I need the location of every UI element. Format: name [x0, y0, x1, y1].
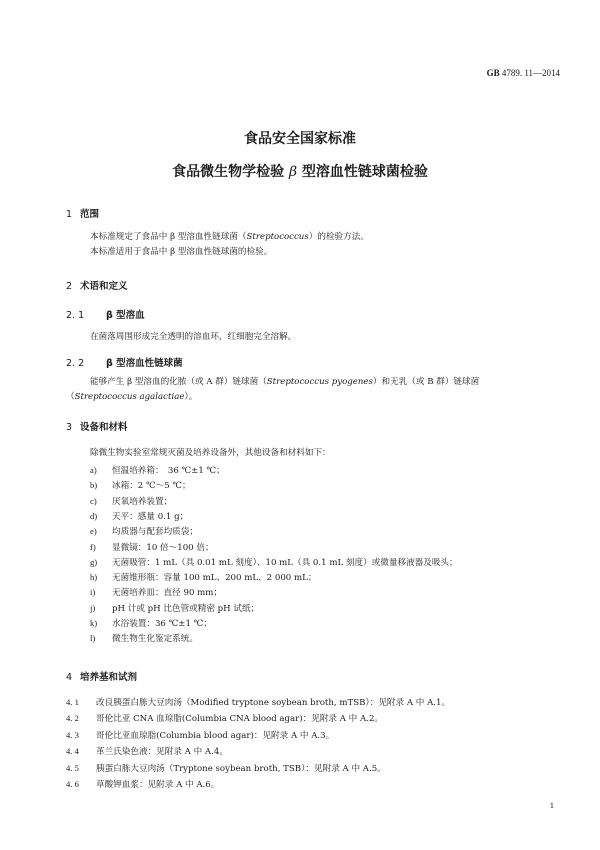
list-marker: b) — [90, 480, 98, 491]
equipment-item — [90, 464, 225, 476]
list-marker: a) — [90, 465, 97, 475]
media-item — [66, 729, 334, 741]
list-text: 冰箱：2 ℃～5 ℃； — [112, 481, 191, 492]
page-number: 1 — [549, 800, 554, 810]
equipment-item — [90, 495, 172, 507]
media-item-number: 4. 3 — [66, 729, 79, 740]
list-text: 水浴装置：36 ℃±1 ℃； — [112, 619, 212, 629]
standard-code-prefix: GB — [486, 68, 500, 78]
list-marker: g) — [90, 556, 98, 567]
list-text: 微生物生化鉴定系统。 — [112, 634, 198, 645]
section-2-heading — [66, 278, 128, 292]
media-item — [66, 762, 386, 774]
section-title: 培养基和试剂 — [80, 672, 138, 683]
subsection-2-1-heading — [66, 307, 145, 321]
document-title-line2 — [0, 161, 600, 181]
equipment-item — [90, 479, 191, 491]
list-marker: d) — [90, 510, 98, 521]
text-run: 本标准规定了食品中 β 型溶血性链球菌（ — [90, 232, 247, 242]
subsection-title: β 型溶血 — [106, 310, 145, 321]
scope-paragraph-2: 本标准适用于食品中 β 型溶血性链球菌的检验。 — [90, 247, 273, 257]
italic-term: Streptococcus agalactiae — [74, 392, 185, 402]
list-marker: i) — [90, 587, 96, 598]
list-text: 恒温培养箱： 36 ℃±1 ℃； — [112, 466, 225, 476]
media-item-text: 胰蛋白胨大豆肉汤（Tryptone soybean broth, TSB）：见附录 A 中 A.5。 — [96, 763, 386, 774]
equipment-item — [90, 541, 214, 553]
italic-term: Streptococcus pyogenes — [266, 377, 373, 387]
media-item-number: 4. 2 — [66, 713, 79, 724]
section-number: 2 — [66, 281, 73, 292]
media-item-number: 4. 6 — [66, 779, 79, 789]
equipment-item — [90, 602, 259, 614]
list-text: pH 计或 pH 比色管或精密 pH 试纸； — [112, 603, 260, 614]
list-text: 无菌锥形瓶：容量 100 mL、200 mL、2 000 mL； — [112, 573, 317, 584]
media-item-number: 4. 1 — [66, 697, 79, 707]
section-title: 术语和定义 — [80, 281, 128, 292]
list-marker: h) — [90, 572, 98, 583]
section-number: 4 — [66, 672, 73, 683]
text-run: ）和无乳（或 B 群）链球菌 — [372, 377, 480, 387]
subsection-title: β 型溶血性链球菌 — [106, 358, 183, 369]
media-item — [66, 712, 383, 724]
equipment-item — [90, 632, 198, 644]
text-run: 能够产生 β 型溶血的化脓（或 A 群）链球菌（ — [90, 377, 267, 387]
list-marker: l) — [90, 633, 96, 644]
section-4-heading — [66, 669, 137, 683]
title-part-a: 食品微生物学检验 — [172, 164, 285, 180]
media-item-number: 4. 5 — [66, 762, 79, 773]
list-text: 天平：感量 0.1 g； — [112, 511, 189, 522]
section-3-heading — [66, 419, 128, 433]
equipment-intro: 除微生物实验室常规灭菌及培养设备外，其他设备和材料如下： — [90, 448, 331, 458]
equipment-item — [90, 556, 458, 568]
section-number: 1 — [66, 209, 73, 220]
media-item — [66, 745, 228, 757]
list-marker: j) — [90, 602, 96, 613]
italic-term: Streptococcus — [246, 232, 309, 242]
media-item-number: 4. 4 — [66, 746, 79, 757]
text-run: ）的检验方法。 — [308, 232, 369, 242]
media-item — [66, 778, 219, 790]
standard-code-number: 4789. 11—2014 — [499, 68, 560, 78]
text-run: ）。 — [184, 392, 198, 402]
list-text: 厌氧培养装置； — [112, 496, 173, 507]
subsection-number: 2. 2 — [66, 358, 85, 369]
list-marker: c) — [90, 495, 97, 506]
definition-2-2-line2 — [66, 391, 197, 403]
text-run: （ — [66, 392, 75, 402]
media-item-text: 草酸钾血浆：见附录 A 中 A.6。 — [96, 780, 220, 790]
equipment-item — [90, 510, 188, 522]
section-1-heading — [66, 206, 99, 220]
media-item-text: 哥伦比亚血琼脂(Columbia blood agar)：见附录 A 中 A.3。 — [96, 730, 335, 741]
media-item-text: 改良胰蛋白胨大豆肉汤（Modified tryptone soybean broth, mTSB）：见附录 A 中 A.1。 — [96, 698, 451, 708]
equipment-item — [90, 617, 212, 629]
media-item-text: 哥伦比亚 CNA 血琼脂(Columbia CNA blood agar)：见附录 A 中 A.2。 — [96, 714, 384, 725]
subsection-2-2-heading — [66, 355, 183, 369]
document-title-line1: 食品安全国家标准 — [244, 131, 356, 147]
section-title: 设备和材料 — [80, 422, 128, 433]
equipment-item — [90, 525, 198, 537]
equipment-item — [90, 586, 222, 598]
list-text: 无菌吸管：1 mL（具 0.01 mL 刻度）、10 mL（具 0.1 mL 刻度）或微量移液器及吸头； — [112, 557, 458, 568]
list-marker: k) — [90, 618, 98, 628]
subsection-number: 2. 1 — [66, 310, 85, 321]
list-marker: f) — [90, 541, 96, 552]
definition-2-2-line1 — [90, 376, 479, 388]
list-text: 无菌培养皿：直径 90 mm； — [112, 588, 223, 599]
list-text: 均质器与配套均质袋； — [112, 527, 198, 538]
title-part-b: 型溶血性链球菌检验 — [301, 164, 428, 180]
section-title: 范围 — [80, 209, 100, 220]
equipment-item — [90, 571, 316, 583]
media-item-text: 革兰氏染色液：见附录 A 中 A.4。 — [96, 747, 228, 758]
definition-2-1: 在菌落周围形成完全透明的溶血环，红细胞完全溶解。 — [90, 332, 297, 342]
section-number: 3 — [66, 422, 73, 433]
list-text: 显微镜：10 倍～100 倍； — [112, 542, 214, 553]
scope-paragraph-1 — [90, 231, 369, 243]
standard-code — [487, 68, 560, 78]
title-beta-symbol: β — [288, 164, 298, 180]
list-marker: e) — [90, 526, 97, 537]
media-item — [66, 696, 450, 708]
